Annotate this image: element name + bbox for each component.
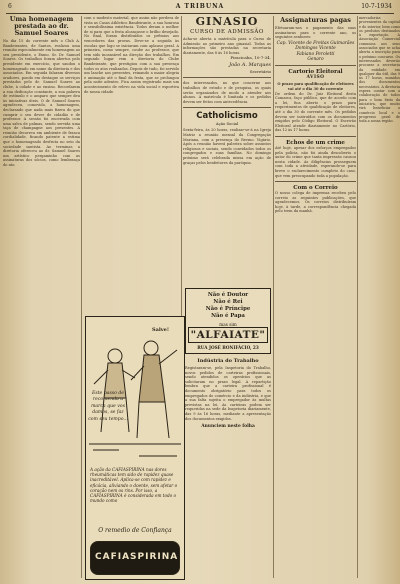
section-rule [275,136,356,137]
mail-body: O nosso colega de imprensa recebeu pelo correio as seguintes publicações, que agradecemos. Os correios distribuíram hoje, à tarde, a correspondência chegada pelo trem da manhã. [275,191,356,214]
section-rule [275,65,356,66]
section-rule [183,77,271,78]
advert-brand: "ALFAIATE" [188,327,268,343]
industry-body: Registaram-se, pela Inspetoria do Trabalho, novos pedidos de carteiras profissionais, sendo atendidos os operários que as solicitaram no prazo legal. A repartição lembra que a carteira profissional é documento obrigatório para todos os empregados do comércio e da indústria, e que a sua falta sujeita o empregador às multas previstas na lei. As carteiras podem ser requeridas na sede da Inspetoria diariamente, das 9 às 16 horas, mediante a apresentação dos documentos exigidos. [185,366,271,421]
catholic-section-title: Catholicismo [196,111,258,122]
alfaiate-advert [185,288,271,354]
page-header [0,2,400,12]
notice-continuation: dos interessados, no que concerne aos trabalhos de estudo e de pesquisa, os quais serão organizados de modo a atender aos alunos. A matrícula é limitada e os pedidos devem ser feitos com antecedência. [183,81,271,104]
industry-title: Indústria do Trabalho [197,358,259,364]
catholic-section-subtitle: Ação Social [215,121,239,127]
column-divider [81,16,82,578]
notice-title: GINÁSIO [195,16,259,28]
notice-signature-role: Secretário [249,69,271,75]
mail-title: Com o Correio [293,185,338,192]
column-continuation [84,16,179,312]
right-middle-block [185,288,271,580]
notice-date: Piracicaba, 10-7-34. [230,55,271,61]
advert-address: RUA JOSÉ BONIFÁCIO, 23 [197,345,259,350]
column-divider [357,16,358,578]
catholic-section-body: Sexta-feira, às 20 horas, realizar-se-á na Igreja Matriz a reunião mensal da Congregação Mariana, com a presença do Revmo. Vigário. Após a reunião haverá palestra sobre assuntos religiosos e sociais, sendo convidados todos os congregados e suas famílias. No domingo próximo será celebrada missa em ação de graças pelos benfeitores da paróquia. [183,128,271,165]
cafiaspirina-logo [90,541,180,575]
column-ginasio [183,16,271,312]
logo-wordmark: CAFIASPIRINA [95,552,179,562]
page-number: 6 [8,3,12,10]
header-rule [6,13,394,14]
advert-line: Não é Príncipe [205,306,251,312]
cartorio-note: O prazo para qualificação de eleitores vai até o dia 30 do corrente [277,82,354,91]
advert-slogan: O remedio de Confiança [98,527,172,534]
speech-bubble: Salve! [152,327,170,333]
subscriptions-body: Efetuaram-nos o pagamento das suas assinaturas para o corrente ano, os seguintes senhores: [275,26,356,40]
advert-line: Não é Doutor [207,292,249,298]
illustration-caption: Este passo de recomenda a marca que vos damos, se faz com seu tempo... [88,391,128,422]
cartorio-body: De ordem do Dr. Juiz Eleitoral desta Comarca, faço público, que de acordo com a lei, fica aberto o prazo para requerimentos de qualificação de eleitores, até o dia 30 do corrente mês. Os pedidos devem ser instruídos com os documentos exigidos pelo Código Eleitoral. O Escrivão Eleitoral atende diariamente no Cartório, das 12 às 17 horas. [275,91,356,133]
column-homenagem [3,16,80,580]
masthead: A TRIBUNA [175,3,225,10]
cafiaspirina-advert [85,316,185,580]
article-body: mercadorias provenientes da capital e do interior, bem como os produtos destinados à exportação. A Associação Comercial comunica aos seus associados que se acha aberta a inscrição para o próximo concurso. Os interessados deverão procurar a secretaria da entidade em qualquer dia útil, das 9 às 17 horas, munidos dos documentos necessários. A diretoria espera contar com a colaboração de todos para o bom êxito da iniciativa, que muito virá beneficiar o comércio local e o progresso geral de toda a nossa região. [359,16,400,124]
notice-subtitle: CURSO DE ADMISSÃO [190,29,264,35]
column-assinaturas [275,16,356,580]
issue-date: 10-7-1934 [361,3,392,10]
advert-line: Não é Papa [211,313,245,319]
advert-middle: mas sim [219,322,237,327]
article-body: No dia 15 do corrente mês o Club A. Bandeirantes, de Santos, realizou uma reunião especialmente em homenagem ao seu presidente, o Exmo. Sr. Dr. Samuel Soares. Os trabalhos foram abertos pelo presidente em exercício, que saudou o homenageado em nome da diretoria e dos associados. Em seguida falaram diversos oradores, pondo em destaque os serviços prestados pelo dr. Samuel Soares ao clube, à cidade e ao ensino. Recordaram a sua dedicação constante, a sua palavra de estímulo e o amparo que sempre deu às iniciativas úteis. O dr. Samuel Soares agradeceu, comovido, a homenagem, declarando que nada mais fizera do que cumprir o seu dever de cidadão e de professor. A sessão foi encerrada com uma salva de palmas, sendo servida uma taça de champagne aos presentes. A reunião decorreu em ambiente de franca cordialidade, ficando patente a estima que o homenageado desfruta no seio da sociedade santista. Ao terminar, a diretoria ofereceu ao dr. Samuel Soares um artístico pergaminho com as assinaturas dos sócios, como lembrança do ato. [3,39,80,168]
echoes-title: Echos de um crime [286,139,345,146]
cartorio-title: Cartorio Eleitoral [288,69,343,76]
section-rule [183,107,271,108]
advert-body-text: A ação da CAFIASPIRINA nas dores rheumáticas tem sido de rapidez quase inacreditável. Aplica-se com rapidez e eficácia, aliviando o doente, sem afetar o coração nem os rins. Por isso, a CAFIASPIRINA é considerada em todo o mundo como [90,467,178,504]
section-rule [275,181,356,182]
echoes-body: Até hoje, apesar dos esforços empregados pela polícia, não foi ainda descoberto o autor do crime que tanta impressão causou nesta cidade. As diligências prosseguem com toda a atividade, esperando-se para breve o esclarecimento completo do caso, que vem preocupando toda a população. [275,145,356,178]
subscriber-names: Cap. Vicente de Freitas Guimarães Domingos Vicente Fabiano Peroletti Genaro [276,40,355,62]
advert-line: Não é Rei [213,299,243,305]
subscriptions-title: Assignaturas pagas [280,16,351,24]
article-title: Uma homenagem prestada ao dr. Samuel Soares [9,16,74,37]
notice-body: Acha-se aberta a matrícula para o Curso de Admissão ao primeiro ano ginasial. Todas as informações são prestadas na secretaria diariamente, das 8 às 16 horas. [183,37,271,55]
notice-signature: João A. Marques [229,62,271,69]
column-divider [273,16,274,578]
cartorio-subtitle: AVISO [306,75,325,81]
footer-note: Anunciem neste folha [201,424,255,430]
column-edge [359,16,400,580]
article-body: com o modesto material, que assim não perdera de vista as Casas Athletico Bandeirante, a sua honrosa e sensibilíssima existência. Todos deram o melhor de si para que a festa alcançasse o brilho desejado. No final, foram distribuídos os prêmios aos vencedores das provas. Deve-se a seguida às escolas que logo se iniciaram com aplauso geral. A primeira, como sempre, coube ao professor, que tem sido incansável na direção dos trabalhos. Em segundo lugar vem a diretoria do Clube Bandeirante, que prestigiou com a sua presença todos os atos realizados. Depois de tudo, foi servido um lanche aos presentes, reinando a maior alegria e animação até o final da festa, que se prolongou pela noite adentro. Fica assim registrado mais um acontecimento de relevo na vida social e esportiva de nossa cidade. [84,16,179,94]
